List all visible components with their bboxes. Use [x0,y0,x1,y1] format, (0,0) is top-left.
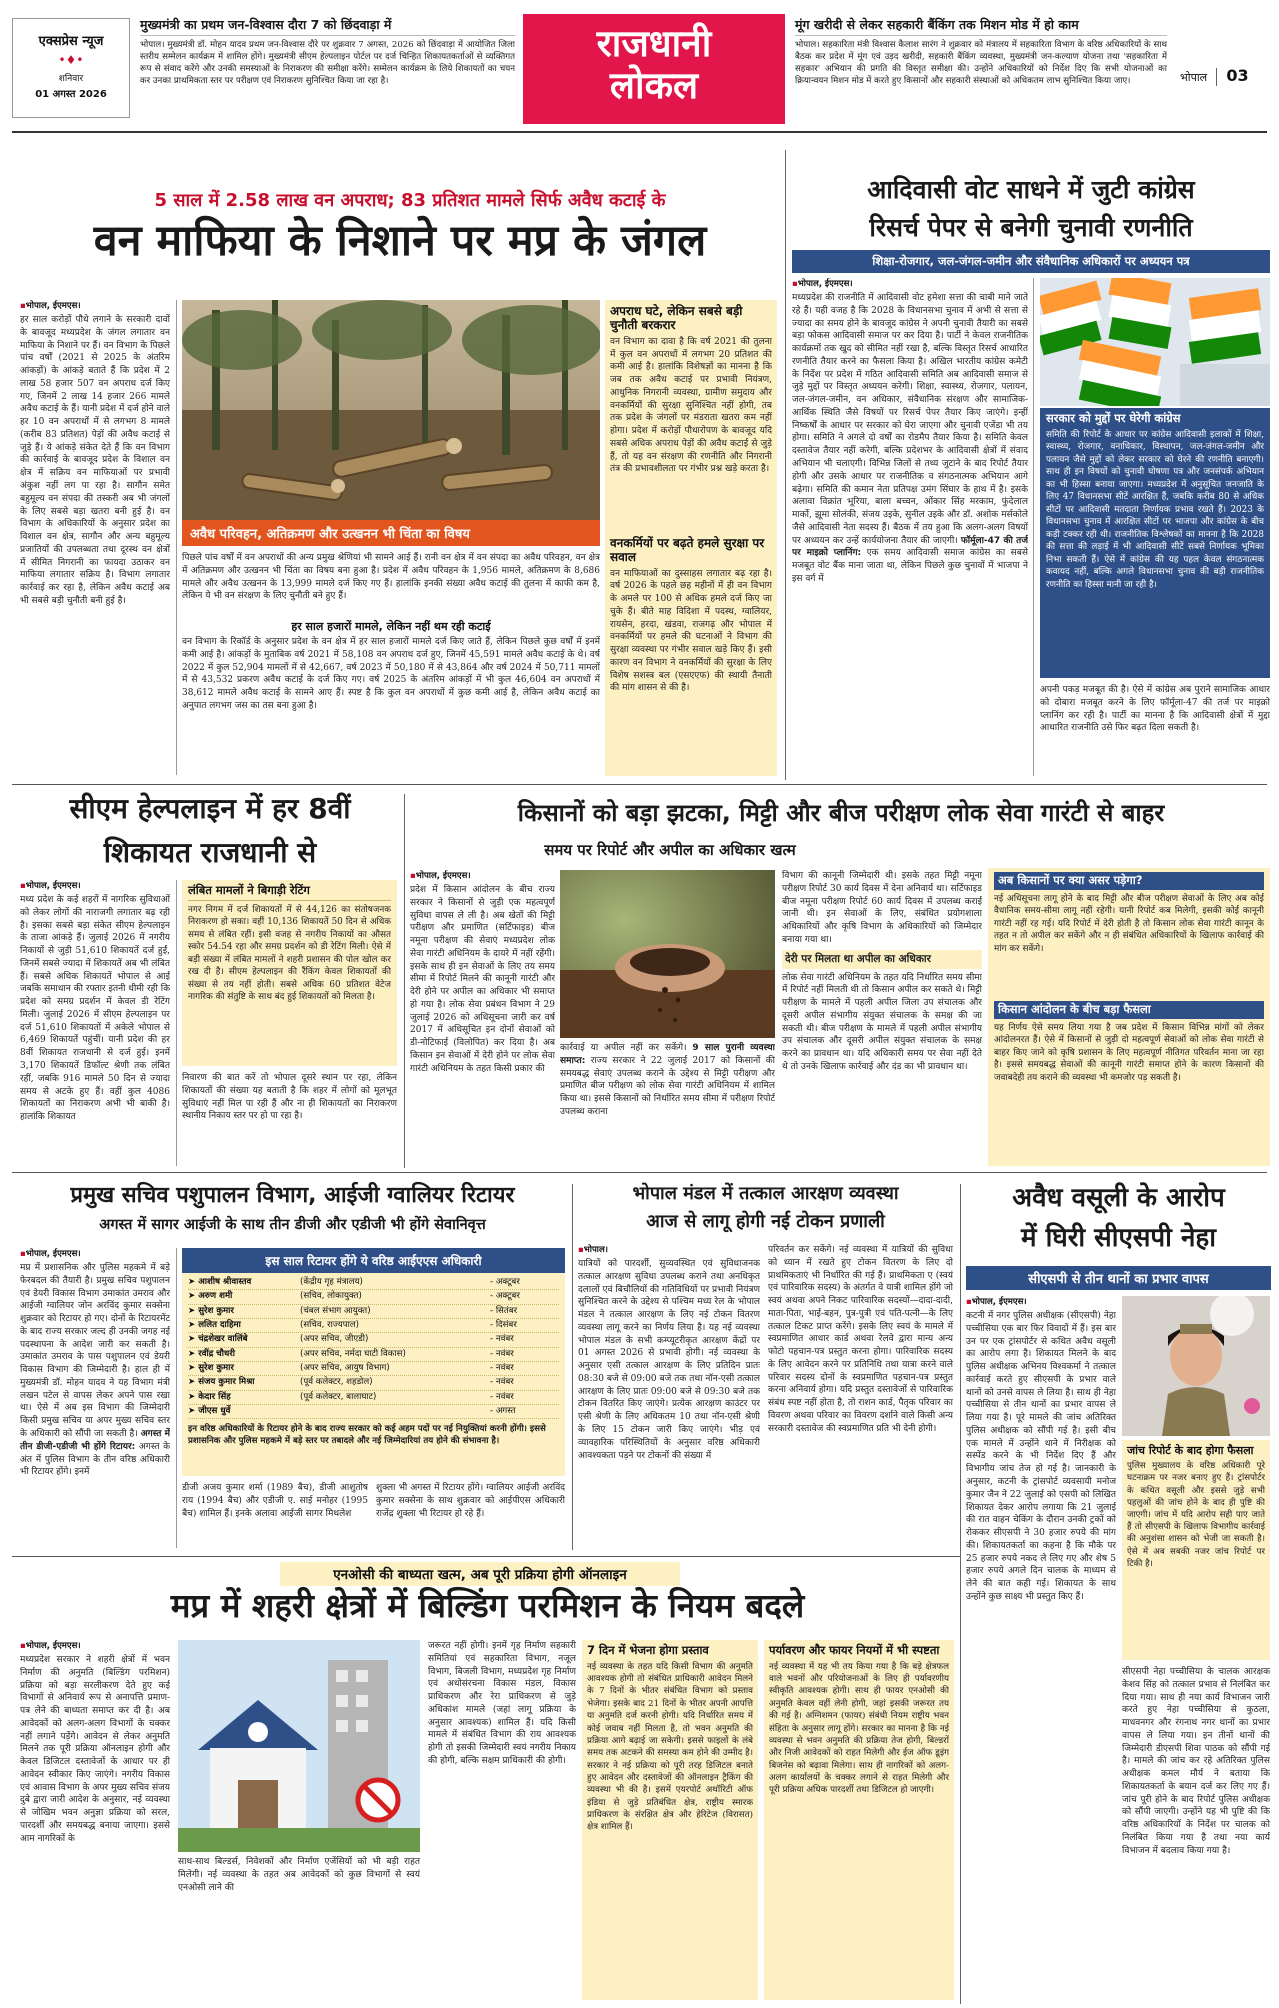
forest-kicker: 5 साल में 2.58 लाख वन अपराध; 83 प्रतिशत मामले सिर्फ अवैध कटाई के [154,190,666,211]
retiree-row [188,1362,559,1376]
retire-col2: डीजी अजय कुमार शर्मा (1989 बैच), डीजी आशुतोष राय (1994 बैच) और एडीजी ए. साई मनोहर (1995 बैच) शामिल हैं। इनके अलावा आईजी सागर मिथलेश [182,1483,368,1519]
retiree-post: (अपर सचिव, जीएडी) [300,1334,369,1345]
main-rule-vertical [785,150,786,780]
retiree-month: - नवंबर [490,1362,514,1373]
issue-day: शनिवार [58,74,84,84]
forest-col1 [20,300,170,773]
retiree-post: (पूर्व कलेक्टर, बालाघाट) [300,1391,377,1402]
retiree-post: (सचिव, राज्यपाल) [300,1319,360,1330]
building-box1-text: नई व्यवस्था के तहत यदि किसी विभाग की अनुमति आवश्यक होगी तो संबंधित प्राधिकारी आवेदन मिलने के 7 दिनों के भीतर संबंधित विभाग को प्रस्ताव भेजेगा। इसके बाद 21 दिनों के भीतर अपनी आपत्ति या अनुमति दर्ज करनी होगी। यदि निर्धारित समय में कोई जवाब नहीं मिलता है, तो भवन अनुमति की प्रक्रिया आगे बढ़ाई जा सकेगी। इससे फाइलों के लंबे समय तक अटकने की समस्या कम होने की उम्मीद है। सरकार ने नई प्रक्रिया को पूरी तरह डिजिटल बनाते हुए आवेदन और दस्तावेजों की ऑनलाइन ट्रैकिंग की व्यवस्था भी की है। इसमें एयरपोर्ट अथॉरिटी ऑफ इंडिया से जुड़े प्रतिबंधित क्षेत्र, राष्ट्रीय स्मारक प्राधिकरण के संरक्षित क्षेत्र और हेरिटेज (विरासत) क्षेत्र शामिल हैं। [587,1661,753,1833]
forest-photo [182,300,600,546]
retire-table-note: इन वरिष्ठ अधिकारियों के रिटायर होने के बाद राज्य सरकार को कई अहम पदों पर नई नियुक्तियां करनी होंगी। इससे प्रशासनिक और पुलिस महकमे में बड़े स्तर पर तबादले और नई जिम्मेदारियां तय होने की संभावना है। [188,1424,546,1446]
retire-table-rows [182,1273,565,1422]
neha-headline-2: में घिरी सीएसपी नेहा [1021,1223,1216,1253]
forest-side-head2: वनकर्मियों पर बढ़ते हमले सुरक्षा पर सवाल [610,535,765,565]
farmers-col1 [410,870,555,1166]
retiree-post: (पूर्व कलेक्टर, शहडोल) [300,1377,373,1388]
building-dateline: ▪ भोपाल, ईएमएस। [20,1640,170,1652]
masthead-rule [12,131,1267,133]
retiree-month: - नवंबर [490,1348,514,1359]
retiree-name: ➤ संजय कुमार मिश्रा [188,1377,255,1388]
retiree-row [188,1319,559,1333]
rail-dateline: ▪ भोपाल। [578,1244,760,1256]
retiree-row [188,1405,559,1419]
retiree-name: ➤ केदार सिंह [188,1391,231,1402]
rail-headline-1: भोपाल मंडल में तत्काल आरक्षण व्यवस्था [632,1183,899,1204]
neha-photo [1122,1296,1270,1436]
farmers-box [988,868,1270,1166]
brief-right-text: भोपाल। सहकारिता मंत्री विश्वास कैलाश सारंग ने शुक्रवार को मंत्रालय में सहकारिता विभाग के वरिष्ठ अधिकारियों के साथ बैठक कर प्रदेश में मूंग एवं उड़द खरीदी, सहकारी बैंकिंग व्यवस्था, मुख्यमंत्री जन-कल्याण योजना तथा 'सहकारिता में सहकार' अभियान की प्रगति की विस्तृत समीक्षा की। उन्होंने अधिकारियों को निर्देश दिए कि सभी योजनाओं का क्रियान्वयन मिशन मोड में करते हुए किसानों और सहकारी संस्थाओं को अधिकतम लाभ सुनिश्चित किया जाए। [795,39,1167,87]
retiree-name: ➤ आशीष श्रीवास्तव [188,1277,252,1287]
congress-rule [1033,278,1034,776]
congress-col1-text: मध्यप्रदेश की राजनीति में आदिवासी वोट हमेशा सत्ता की चाबी माने जाते रहे हैं। यही वजह है कि 2028 के विधानसभा चुनाव में अभी से सत्ता से ज्यादा का समय होने के बावजूद कांग्रेस ने अपनी चुनावी तैयारी का सबसे बड़ा फोकस आदिवासी समाज पर कर दिया है। पार्टी ने केवल राजनीतिक कार्यक्रमों तक खुद को सीमित नहीं रखा है, बल्कि विस्तृत रिसर्च आधारित रणनीति तैयार करने का फैसला किया है। अखिल भारतीय कांग्रेस कमेटी के निर्देश पर प्रदेश में गठित आदिवासी समिति अब आदिवासी समाज से जुड़े मुद्दों पर विस्तृत अध्ययन करेगी। शिक्षा, स्वास्थ्य, रोजगार, पलायन, जल-जंगल-जमीन, वन अधिकार, संवैधानिक संरक्षण और सामाजिक-आर्थिक स्थिति जैसे विषयों पर रिसर्च पेपर तैयार किए जाएंगे। इन्हीं निष्कर्षों के आधार पर सरकार को घेरा जाएगा और चुनावी एजेंडा भी तय होगा। समिति ने अगले दो वर्षों का रोडमैप तैयार किया है। समिति केवल दस्तावेज तैयार नहीं करेगी, बल्कि प्रदेशभर के आदिवासी क्षेत्रों में संवाद अभियान भी चलाएगी। विभिन्न जिलों से तथ्य जुटाने के बाद रिपोर्ट तैयार होगी और उसके आधार पर राजनीतिक व संगठनात्मक अभियान आगे बढ़ेगा। समिति की कमान नेता प्रतिपक्ष उमंग सिंघार के हाथ में है। इसके अलावा विक्रांत भूरिया, बाला बच्चन, ओंकार सिंह मरकाम, फुंदेलाल मार्को, झूमा सोलंकी, संजय उइके, सुनील उइके और डॉ. अशोक मर्सकोले जैसे आदिवासी नेता सदस्य हैं। बैठक में तय हुआ कि अलग-अलग विषयों पर अध्ययन कर उन्हें कार्ययोजना तैयार की जाएगी। [792,293,1028,546]
retiree-post: (अपर सचिव, नर्मदा घाटी विकास) [300,1348,406,1359]
retiree-post: (केंद्रीय गृह मंत्रालय) [300,1277,363,1287]
farmers-col2-lead: कार्रवाई या अपील नहीं कर सकेंगे। [560,1043,687,1053]
officer-portrait-image [1122,1296,1270,1436]
helpline-col1-text: मध्य प्रदेश के कई शहरों में नागरिक सुविधाओं को लेकर लोगों की नाराजगी लगातार बढ़ रही है। इसका सबसे बड़ा संकेत सीएम हेल्पलाइन के ताजा आंकड़े हैं। जुलाई 2026 में नगरीय निकायों से जुड़ी 51,610 शिकायतें दर्ज हुईं, जिनमें सबसे ज्यादा में शिकायतें अब भी लंबित हैं। सबसे अधिक शिकायतें भोपाल से आई जबकि समाधान की रफ्तार इतनी धीमी रही कि प्रदेश को समग्र प्रदर्शन में केवल डी रेटिंग मिली। जुलाई 2026 में सीएम हेल्पलाइन पर दर्ज 51,610 शिकायतों में अकेले भोपाल से 6,469 शिकायतें पहुंचीं। यानी प्रदेश की हर 8वीं शिकायत राजधानी से दर्ज हुई। इनमें 3,170 शिकायतें डिफॉल्ट श्रेणी तक लंबित रहीं, जबकि 916 मामले 50 दिन से ज्यादा समय से अटके हुए हैं। वहीं कुल 4086 शिकायतों का निराकरण अभी भी बाकी है। हालांकि शिकायत [20,895,170,1123]
congress-box-head: सरकार को मुद्दों पर घेरेगी कांग्रेस [1046,411,1181,425]
building-headline: मप्र में शहरी क्षेत्रों में बिल्डिंग परमिशन के नियम बदले [170,1586,805,1625]
building-col1 [20,1640,170,2000]
retiree-row [188,1391,559,1405]
building-col2b: साथ-साथ बिल्डर्स, निवेशकों और निर्माण एजेंसियों को भी बड़ी राहत मिलेगी। नई व्यवस्था के तहत अब आवेदकों को कुछ विभागों से स्वयं एनओसी लाने की [178,1857,420,1893]
farmers-col3-text: विभाग की कानूनी जिम्मेदारी थी। इसके तहत मिट्टी नमूना परीक्षण रिपोर्ट 30 कार्य दिवस में देना अनिवार्य था। सर्टिफाइड बीज नमूना परीक्षण रिपोर्ट 60 कार्य दिवस में उपलब्ध कराई जानी थी। इन सेवाओं के लिए, संबंधित प्रयोगशाला अधिकारियों और कृषि विभाग के अधिकारियों को जिम्मेदार बनाया गया था। [782,871,982,945]
building-box2-head: पर्यावरण और फायर नियमों में भी स्पष्टता [769,1643,940,1657]
retiree-post: (सचिव, लोकायुक्त) [300,1291,362,1302]
farmers-photo [560,870,775,1038]
neha-dateline: ▪ भोपाल, ईएमएस। [966,1296,1116,1308]
forest-headline: वन माफिया के निशाने पर मप्र के जंगल [93,216,707,266]
retiree-month: - दिसंबर [490,1319,517,1330]
forest-rule-1 [176,300,177,775]
farmers-box-text: नई अधिसूचना लागू होने के बाद मिट्टी और बीज परीक्षण सेवाओं के लिए अब कोई वैधानिक समय-सीमा लागू नहीं रहेगी। यानी रिपोर्ट कब मिलेगी, इसकी कोई कानूनी गारंटी नहीं रह गई। यदि रिपोर्ट में देरी होती है तो किसान लोक सेवा गारंटी कानून के तहत न तो अपील कर सकेंगे और न ही संबंधित अधिकारियों के खिलाफ कार्रवाई की मांग कर सकेंगे। [994,893,1264,954]
congress-flags-image [1040,278,1270,406]
congress-box [1040,408,1270,678]
retiree-name: ➤ चंद्रशेखर वालिंबे [188,1334,248,1345]
farmers-headline: किसानों को बड़ा झटका, मिट्टी और बीज परीक्षण लोक सेवा गारंटी से बाहर [517,799,1165,827]
farmers-sub: 9 साल पुरानी व्यवस्था समाप्त: [560,1043,775,1066]
retire-table [182,1248,565,1476]
helpline-col1 [20,880,170,1166]
retire-col1 [20,1248,170,1548]
forest-col1-text: हर साल करोड़ों पौधे लगाने के सरकारी दावों के बावजूद मध्यप्रदेश के जंगल लगातार वन माफिया के निशाने पर हैं। वन विभाग के पिछले पांच वर्षों (2021 से 2025 के अंतरिम आंकड़ों) के आंकड़े बताते हैं कि प्रदेश में 2 लाख 58 हजार 507 वन अपराध दर्ज किए गए, जिनमें 2 लाख 14 हजार 266 मामले अवैध कटाई के हैं। यानी प्रदेश में दर्ज होने वाले हर 10 वन अपराधों में से लगभग 8 मामले (करीब 83 प्रतिशत) पेड़ों की अवैध कटाई से जुड़े हैं। ये आंकड़े संकेत देते हैं कि वन विभाग की कार्रवाई के बावजूद प्रदेश के विशाल वन क्षेत्र में सक्रिय वन माफियाओं पर प्रभावी अंकुश नहीं लग पा रहा है। सागौन समेत बहुमूल्य वन संपदा की तस्करी अब भी जंगलों के लिए सबसे बड़ा खतरा बनी हुई है। वन विभाग के अधिकारियों के अनुसार प्रदेश का विशाल वन क्षेत्र, सागौन और अन्य बहुमूल्य प्रजातियों की उपलब्धता तथा दूरस्थ वन क्षेत्रों में सीमित निगरानी का फायदा उठाकर वन माफिया लगातार सक्रिय है। विभाग लगातार कार्रवाई कर रहा है, लेकिन अवैध कटाई अब भी सबसे बड़ी चुनौती बनी हुई है। [20,315,170,606]
soil-hands-image [560,870,775,1038]
helpline-box-head: लंबित मामलों ने बिगाड़ी रेटिंग [188,884,391,901]
folio-city: भोपाल [1180,71,1208,84]
forest-sidebox [605,300,777,776]
retiree-name: ➤ ललित दाहिमा [188,1319,241,1330]
brief-left [140,18,515,118]
farmers-col3 [782,870,982,1166]
building-photo [178,1640,420,1852]
forest-side-text: वन विभाग का दावा है कि वर्ष 2021 की तुलना में कुल वन अपराधों में लगभग 20 प्रतिशत की कमी आई है। हालांकि विशेषज्ञों का मानना है कि जब तक अवैध कटाई पर प्रभावी नियंत्रण, आधुनिक निगरानी व्यवस्था, ग्रामीण समुदाय और वनकर्मियों की सुरक्षा सुनिश्चित नहीं होगी, तब तक प्रदेश के जंगलों पर मंडराता खतरा कम नहीं होगा। प्रदेश में करोड़ों पौधारोपण के बावजूद यदि सबसे अधिक अपराध पेड़ों की अवैध कटाई से जुड़े हैं, तो यह वन संरक्षण की रणनीति और निगरानी तंत्र की प्रभावशीलता पर गंभीर प्रश्न खड़े करता है। [610,336,772,475]
retiree-post: (चंबल संभाग आयुक्त) [300,1305,371,1316]
farmers-strap: समय पर रिपोर्ट और अपील का अधिकार खत्म [544,841,796,859]
congress-box-text: समिति की रिपोर्ट के आधार पर कांग्रेस आदिवासी इलाकों में शिक्षा, स्वास्थ्य, रोजगार, वनाधिकार, विस्थापन, जल-जंगल-जमीन और पलायन जैसे मुद्दों को लेकर सरकार को घेरने की रणनीति बनाएगी। साथ ही इन विषयों को चुनावी घोषणा पत्र और जनसंपर्क अभियान का भी हिस्सा बनाया जाएगा। मध्यप्रदेश में अनुसूचित जनजाति के लिए 47 विधानसभा सीटें आरक्षित हैं, जबकि करीब 80 से अधिक सीटों पर आदिवासी मतदाता निर्णायक प्रभाव रखते हैं। 2023 के विधानसभा चुनाव में आरक्षित सीटों पर भाजपा और कांग्रेस के बीच कड़ी टक्कर रही थी। राजनीतिक विश्लेषकों का मानना है कि 2028 की सत्ता की लड़ाई में भी आदिवासी सीटें सबसे निर्णायक भूमिका निभा सकती हैं। ऐसे में कांग्रेस की यह पहल केवल संगठनात्मक कवायद नहीं, बल्कि अगले विधानसभा चुनाव की बड़ी राजनीतिक रणनीति का हिस्सा मानी जा रही है। [1046,429,1264,590]
retiree-name: ➤ अरुण शमी [188,1291,233,1302]
helpline-dateline: ▪ भोपाल, ईएमएस। [20,880,170,892]
congress-col2b: अपनी पकड़ मजबूत की है। ऐसे में कांग्रेस अब पुराने सामाजिक आधार को दोबारा मजबूत करने के लिए फॉर्मूला-47 की तर्ज पर माइक्रो प्लानिंग कर रही है। पार्टी का मानना है कि आदिवासी क्षेत्रों में मुद्दा आधारित राजनीति उसे फिर बढ़त दिला सकती है। [1040,685,1270,734]
farmers-col1-text: प्रदेश में किसान आंदोलन के बीच राज्य सरकार ने किसानों से जुड़ी एक महत्वपूर्ण सुविधा वापस ले ली है। अब खेतों की मिट्टी परीक्षण और प्रमाणित (सर्टिफाइड) बीज नमूना परीक्षण की सेवाएं मध्यप्रदेश लोक सेवा गारंटी अधिनियम के दायरे में नहीं रहेंगी। इसके साथ ही इन सेवाओं के लिए तय समय सीमा में रिपोर्ट मिलने की कानूनी गारंटी और देरी होने पर अपील का अधिकार भी समाप्त हो गया है। लोक सेवा प्रबंधन विभाग ने 29 जुलाई 2026 को अधिसूचना जारी कर वर्ष 2017 में अधिसूचित इन दोनों सेवाओं को डी-नोटिफाई (विलोपित) कर दिया है। अब किसान इन सेवाओं में देरी होने पर लोक सेवा गारंटी अधिनियम के तहत किसी प्रकार की [410,885,555,1074]
brand-name: एक्सप्रेस न्यूज [38,34,104,49]
retire-sub: अगस्त में तीन डीजी-एडीजी भी होंगे रिटायर: [20,1429,170,1452]
folio-divider [1216,68,1217,86]
brief-right-headline: मूंग खरीदी से लेकर सहकारी बैंकिंग तक मिशन मोड में हो काम [795,18,1167,36]
row1-rule [12,784,1267,785]
retiree-row [188,1333,559,1347]
congress-headline-1: आदिवासी वोट साधने में जुटी कांग्रेस [867,175,1195,204]
retiree-post: (अपर सचिव, आयुष विभाग) [300,1362,390,1373]
brief-left-headline: मुख्यमंत्री का प्रथम जन-विश्वास दौरा 7 को छिंदवाड़ा में [140,18,515,36]
forest-side-head: अपराध घटे, लेकिन सबसे बड़ी चुनौती बरकरार [610,304,743,333]
retire-rule [176,1248,177,1548]
congress-strap: शिक्षा-रोजगार, जल-जंगल-जमीन और संवैधानिक अधिकारों पर अध्ययन पत्र [792,250,1270,273]
retiree-post [300,1405,490,1418]
retiree-name: ➤ जीएस धुर्वे [188,1405,231,1416]
section-banner [523,14,785,124]
retire-col3: शुक्ला भी अगस्त में रिटायर होंगे। ग्वालियर आईजी अरविंद कुमार सक्सेना के साथ शुक्रवार को आईपीएस अधिकारी राजेंद्र शुक्ला भी रिटायर हो रहे हैं। [376,1483,565,1519]
retiree-month: - नवंबर [490,1377,514,1388]
forest-sub2: हर साल हजारों मामले, लेकिन नहीं थम रही कटाई [291,620,491,633]
retire-table-title: इस साल रिटायर होंगे ये वरिष्ठ आईएएस अधिकारी [182,1248,565,1273]
retiree-row [188,1376,559,1390]
congress-col1 [792,278,1028,776]
neha-col2: सीएसपी नेहा पच्चीसिया के चालक आरक्षक केशव सिंह को तत्काल प्रभाव से निलंबित कर दिया गया। साथ ही नया कार्य विभाजन जारी करते हुए नेहा पच्चीसिया से कुठला, माधवनगर और रंगनाथ नगर थानों का प्रभार वापस ले लिया गया। इन तीनों थानों की जिम्मेदारी डीएसपी शिवा पाठक को सौंपी गई है। मामले की जांच कर रहे अतिरिक्त पुलिस अधीक्षक कमल मौर्य ने बताया कि शिकायतकर्ता के बयान दर्ज कर लिए गए हैं। जांच पूरी होने के बाद रिपोर्ट पुलिस अधीक्षक को सौंपी जाएगी। उन्होंने यह भी पुष्टि की कि वरिष्ठ अधिकारियों के निर्देश पर चालक को निलंबित किया गया है तथा नया कार्य विभाजन में बदलाव किया गया है। [1122,1667,1270,1856]
farmers-box-text2: यह निर्णय ऐसे समय लिया गया है जब प्रदेश में किसान विभिन्न मांगों को लेकर आंदोलनरत हैं। ऐसे में किसानों से जुड़ी दो महत्वपूर्ण सेवाओं को लोक सेवा गारंटी से बाहर किए जाने को कृषि प्रशासन के लिए महत्वपूर्ण नीतिगत परिवर्तन माना जा रहा है। इससे समयबद्ध सेवाओं की कानूनी गारंटी समाप्त होने के कारण किसानों की जवाबदेही तय कराने की व्यवस्था भी कमजोर पड़ सकती है। [994,1022,1264,1083]
retiree-month: - नवंबर [490,1391,514,1402]
issue-date: 01 अगस्त 2026 [35,89,107,100]
neha-photo-caption: जांच रिपोर्ट के बाद होगा फैसला [1127,1444,1254,1457]
congress-photo [1040,278,1270,406]
retiree-row [188,1305,559,1319]
building-box2 [764,1640,954,2000]
cut-trees-image [182,300,600,546]
brief-right [795,18,1167,118]
rail-col2: परिवर्तन कर सकेंगे। नई व्यवस्था में यात्रियों की सुविधा को ध्यान में रखते हुए टोकन वितरण के लिए दो प्राथमिकताएं भी निर्धारित की गई हैं। प्राथमिकता ए (स्वयं एवं पारिवारिक सदस्य) के अंतर्गत वे यात्री शामिल होंगे जो स्वयं अथवा अपने निकट पारिवारिक सदस्यों—दादा-दादी, माता-पिता, भाई-बहन, पुत्र-पुत्री एवं पति-पत्नी—के लिए तत्काल टिकट प्राप्त करेंगे। इसके लिए स्वयं के मामले में स्वप्रमाणित आधार कार्ड अथवा रेलवे द्वारा मान्य अन्य फोटो पहचान-पत्र प्रस्तुत करना होगा। पारिवारिक सदस्य के लिए आवेदन करने पर प्रतिनिधि तथा यात्रा करने वाले परिवार सदस्य दोनों के स्वप्रमाणित पहचान-पत्र प्रस्तुत करना अनिवार्य होगा। यदि प्रस्तुत दस्तावेजों से पारिवारिक संबंध स्पष्ट नहीं होता है, तो राशन कार्ड, पैतृक परिवार का विवरण अथवा परिवार का विवरण दर्शाने वाले किसी अन्य सरकारी दस्तावेज की स्वप्रमाणित प्रति भी देनी होगी। [768,1245,953,1434]
neha-photo-text: पुलिस मुख्यालय के वरिष्ठ अधिकारी पूरे घटनाक्रम पर नजर बनाए हुए हैं। ट्रांसपोर्टर के कथित वसूली और इससे जुड़े सभी पहलुओं की जांच होने के बाद ही पुष्टि की जाएगी। जांच में यदि आरोप सही पाए जाते हैं तो सीएसपी के खिलाफ विभागीय कार्रवाई की अनुशंसा शासन को भेजी जा सकती है। ऐसे में अब सबकी नजर जांच रिपोर्ट पर टिकी है। [1127,1461,1265,1569]
row3-rule-1 [572,1184,573,1550]
helpline-headline-2: शिकायत राजधानी से [103,836,317,869]
retiree-name: ➤ सुरेश कुमार [188,1305,234,1316]
building-box1-head: 7 दिन में भेजना होगा प्रस्ताव [587,1643,709,1657]
section-title-line2: लोकल [609,63,699,107]
neha-col1 [966,1296,1116,1998]
rail-col1-text: यात्रियों को पारदर्शी, सुव्यवस्थित एवं सुविधाजनक तत्काल आरक्षण सुविधा उपलब्ध कराने तथा अनधिकृत दलालों एवं बिचौलियों की गतिविधियों पर प्रभावी नियंत्रण सुनिश्चित करने के उद्देश्य से पश्चिम मध्य रेल के भोपाल मंडल ने तत्काल आरक्षण के लिए नई टोकन वितरण व्यवस्था लागू करने का निर्णय लिया है। यह नई व्यवस्था भोपाल मंडल के सभी कम्प्यूटरीकृत आरक्षण केंद्रों पर 01 अगस्त 2026 से प्रभावी होगी। नई व्यवस्था के अनुसार एसी तत्काल आरक्षण के लिए प्रतिदिन प्रातः 08:30 बजे से 09:00 बजे तक तथा नॉन-एसी तत्काल आरक्षण के लिए प्रातः 09:00 बजे से 09:30 बजे तक टोकन वितरित किए जाएंगे। प्रत्येक आरक्षण काउंटर पर एसी श्रेणी के लिए अधिकतम 10 तथा नॉन-एसी श्रेणी के लिए 15 टोकन जारी किए जाएंगे। भीड़ एवं व्यावहारिक परिस्थितियों के अनुसार वरिष्ठ अधिकारी आवश्यकता पड़ने पर टोकनों की संख्या में [578,1259,760,1461]
farmers-sub2: देरी पर मिलता था अपील का अधिकार [782,950,982,969]
retire-dateline: ▪ भोपाल, ईएमएस। [20,1248,170,1260]
retire-strap: अगस्त में सागर आईजी के साथ तीन डीजी और एडीजी भी होंगे सेवानिवृत्त [99,1217,486,1233]
building-permission-image [178,1640,420,1852]
forest-side-text2: वन माफियाओं का दुस्साहस लगातार बढ़ रहा है। वर्ष 2026 के पहले छह महीनों में ही वन विभाग के अमले पर 100 से अधिक हमले दर्ज किए जा चुके हैं। बीते माह विदिशा में पदस्थ, ग्वालियर, रायसेन, हरदा, खंडवा, राजगढ़ और भोपाल में वनकर्मियों पर हमले की घटनाओं ने विभाग की सुरक्षा व्यवस्था पर गंभीर सवाल खड़े किए हैं। इसी कारण वन विभाग ने वनकर्मियों की सुरक्षा के लिए विशेष सशस्त्र बल (एसएएफ) की स्थायी तैनाती की मांग शासन से की है। [610,568,772,694]
masthead-brand-box [12,18,130,118]
row3-rule [12,1556,960,1557]
forest-dateline: ▪ भोपाल, ईएमएस। [20,300,170,312]
neha-col1-text: कटनी में नगर पुलिस अधीक्षक (सीएसपी) नेहा पच्चीसिया एक बार फिर विवादों में हैं। इस बार उन पर एक ट्रांसपोर्टर से कथित अवैध वसूली का आरोप लगा है। शिकायत मिलने के बाद पुलिस अधीक्षक अभिनय विश्वकर्मा ने तत्काल कार्रवाई करते हुए सीएसपी के प्रभार वाले थानों को उनसे वापस ले लिया है। साथ ही नेहा पच्चीसिया से तीन थानों का प्रभार वापस ले लिया गया है। पूरे मामले की जांच अतिरिक्त पुलिस अधीक्षक को सौंपी गई है। इसी बीच एक मामले में उन्होंने थाने में निरीक्षक को सस्पेंड करने के भी निर्देश दिए हैं और विभागीय जांच तेज हो गई है। जानकारी के अनुसार, कटनी के ट्रांसपोर्ट व्यवसायी मनोज कुमार जैन ने 22 जुलाई को एसपी को लिखित शिकायत देकर आरोप लगाया कि 21 जुलाई की रात वाहन चेकिंग के दौरान उनकी ट्रकों को रोककर सीएसपी ने 30 हजार रुपये की मांग की। शिकायतकर्ता का कहना है कि मौके पर 25 हजार रुपये नकद ले लिए गए और शेष 5 हजार रुपये अगले दिन चालक के माध्यम से लेने की बात कही गई। शिकायत के साथ उन्होंने कुछ साक्ष्य भी प्रस्तुत किए हैं। [966,1311,1116,1602]
congress-dateline: ▪ भोपाल, ईएमएस। [792,278,1028,290]
helpline-headline-1: सीएम हेल्पलाइन में हर 8वीं [69,792,351,825]
retire-headline: प्रमुख सचिव पशुपालन विभाग, आईजी ग्वालियर रिटायर [70,1183,515,1208]
retiree-month: - अगस्त [490,1405,516,1416]
farmers-dateline: ▪ भोपाल, ईएमएस। [410,870,555,882]
forest-mid-text: पिछले पांच वर्षों में वन अपराधों की अन्य प्रमुख श्रेणियां भी सामने आई हैं। रानी वन क्षेत्र में वन संपदा का अवैध परिवहन, वन क्षेत्र में अतिक्रमण और उत्खनन भी चिंता का विषय बना हुआ है। प्रदेश में अवैध परिवहन के 1,956 मामले, अतिक्रमण के 8,686 मामले और अवैध उत्खनन के 13,999 मामले दर्ज किए गए हैं। हालांकि इनकी संख्या अवैध कटाई की तुलना में काफी कम है, लेकिन ये भी वन संरक्षण के लिए चुनौती बने हुए हैं। [182,553,600,602]
retiree-month: - अक्टूबर [490,1277,520,1287]
section-title-line1: राजधानी [596,22,712,65]
row2-rule-vertical [404,794,405,1168]
farmers-col2 [560,1042,775,1166]
neha-strap: सीएसपी से तीन थानों का प्रभार वापस [966,1266,1271,1290]
page-folio [1180,66,1272,92]
retiree-row [188,1290,559,1304]
row2-rule [12,1172,1267,1173]
congress-sub: फॉर्मूला-47 की तर्ज पर माइक्रो प्लानिंग: [792,535,1028,559]
retiree-name: ➤ रवींद्र चौधरी [188,1348,235,1359]
retiree-row [188,1276,559,1290]
building-box1 [582,1640,758,2000]
retiree-month: - नवंबर [490,1334,514,1345]
forest-mid-text2: वन विभाग के रिकॉर्ड के अनुसार प्रदेश के वन क्षेत्र में हर साल हजारों मामले दर्ज किए जाते हैं, लेकिन पिछले कुछ वर्षों में इनमें कमी आई है। आंकड़ों के मुताबिक वर्ष 2021 में 58,108 वन अपराध दर्ज हुए, जिनमें 45,591 मामले अवैध कटाई के थे। वर्ष 2022 में कुल 52,904 मामलों में से 42,667, वर्ष 2023 में 50,180 में से 43,864 और वर्ष 2024 में 50,711 मामलों में से 43,532 प्रकरण अवैध कटाई के दर्ज किए गए। वर्ष 2025 के अंतरिम आंकड़ों में भी कुल 46,604 वन अपराधों में 38,612 मामले अवैध कटाई के सामने आए हैं। स्पष्ट है कि कुल वन अपराधों में कुछ कमी आई है, लेकिन अवैध कटाई का अनुपात लगभग जस का तस बना हुआ है। [182,637,600,711]
farmers-col2-text: राज्य सरकार ने 22 जुलाई 2017 को किसानों की समयबद्ध सेवाएं उपलब्ध कराने के उद्देश्य से मिट्टी परीक्षण और प्रमाणित बीज परीक्षण को लोक सेवा गारंटी अधिनियम में शामिल किया था। इससे किसानों को निर्धारित समय सीमा में परीक्षण रिपोर्ट उपलब्ध कराना [560,1055,775,1117]
retiree-month: - सितंबर [490,1305,518,1316]
retiree-month: - अक्टूबर [490,1291,520,1302]
building-col1-text: मध्यप्रदेश सरकार ने शहरी क्षेत्रों में भवन निर्माण की अनुमति (बिल्डिंग परमिशन) प्रक्रिया को बड़ा सरलीकरण देते हुए कई विभागों से अनिवार्य रूप से अनापत्ति प्रमाण-पत्र लेने की बाध्यता समाप्त कर दी है। अब आवेदकों को अलग-अलग विभागों के चक्कर नहीं लगाने पड़ेंगे। आवेदन से लेकर अनुमति मिलने तक पूरी प्रक्रिया ऑनलाइन होगी और केवल डिजिटल दस्तावेजों के आधार पर ही आवेदन स्वीकार किए जाएंगे। नगरीय विकास एवं आवास विभाग के अपर मुख्य सचिव संजय दुबे द्वारा जारी आदेश के अनुसार, नई व्यवस्था से जोखिम भवन अनुज्ञा प्रक्रिया को सरल, पारदर्शी और समयबद्ध बनाया जाएगा। इससे आम नागरिकों के [20,1655,170,1844]
neha-box [1122,1440,1270,1660]
brand-ornament-icon: •♦• [58,53,84,67]
retire-col1b-text: अगस्त के अंत में पुलिस विभाग के तीन वरिष्ठ अधिकारी भी रिटायर होंगे। इनमें [20,1441,170,1478]
congress-col1b-text: एक समय आदिवासी समाज कांग्रेस का सबसे मजबूत वोट बैंक माना जाता था, लेकिन पिछले कुछ चुनावों में भाजपा ने इस वर्ग में [792,548,1028,584]
neha-headline-1: अवैध वसूली के आरोप [1012,1183,1225,1213]
retiree-name: ➤ सुरेश कुमार [188,1362,234,1373]
helpline-rule [176,880,177,1166]
building-kicker: एनओसी की बाध्यता खत्म, अब पूरी प्रक्रिया होगी ऑनलाइन [280,1562,680,1586]
farmers-col3b-text: लोक सेवा गारंटी अधिनियम के तहत यदि निर्धारित समय सीमा में रिपोर्ट नहीं मिलती थी तो किसान अपील कर सकते थे। मिट्टी परीक्षण के मामले में पहली अपील जिला उप संचालक और दूसरी अपील संभागीय संयुक्त संचालक के समक्ष की जा सकती थी। बीज परीक्षण के मामले में पहली अपील संभागीय उप संचालक और दूसरी अपील संयुक्त संचालक के समक्ष करने का प्रावधान था। यदि अधिकारी समय पर सेवा नहीं देते थे तो उनके खिलाफ कार्रवाई और दंड का भी प्रावधान था। [782,972,982,1072]
retire-col1-text: मप्र में प्रशासनिक और पुलिस महकमे में बड़े फेरबदल की तैयारी है। प्रमुख सचिव पशुपालन एवं डेयरी विकास विभाग उमाकांत उमराव और आईजी ग्वालियर जोन अरविंद कुमार सक्सेना शुक्रवार को रिटायर हो गए। दोनों के रिटायरमेंट के बाद राज्य सरकार जल्द ही उनकी जगह नई पदस्थापना के आदेश जारी कर सकती है। उमाकांत उमराव के पास पशुपालन एवं डेयरी विकास विभाग की जिम्मेदारी है। हाल ही में मुख्यमंत्री डॉ. मोहन यादव ने यह विभाग मंत्री लखन पटेल से वापस लेकर अपने पास रखा था। ऐसे में अब इस विभाग की जिम्मेदारी किसी प्रमुख सचिव या अपर मुख्य सचिव स्तर के अधिकारी को सौंपी जा सकती है। [20,1263,170,1440]
retiree-row [188,1348,559,1362]
building-box2-text: नई व्यवस्था में यह भी तय किया गया है कि बड़े क्षेत्रफल वाले भवनों और परियोजनाओं के लिए ही पर्यावरणीय स्वीकृति आवश्यक होगी। साथ ही फायर एनओसी की अनुमति केवल वहीं लेनी होगी, जहां इसकी जरूरत तय की गई है। अग्निशमन (फायर) संबंधी नियम राष्ट्रीय भवन संहिता के अनुसार लागू होंगे। सरकार का मानना है कि नई व्यवस्था से भवन अनुमति की प्रक्रिया तेज होगी, बिल्डरों और निजी आवेदकों को राहत मिलेगी और ईज ऑफ डूइंग बिजनेस को बढ़ावा मिलेगा। साथ ही नागरिकों को अलग-अलग कार्यालयों के चक्कर लगाने से राहत मिलेगी और पूरी प्रक्रिया अधिक पारदर्शी तथा डिजिटल हो जाएगी। [769,1661,949,1796]
congress-headline-2: रिसर्च पेपर से बनेगी चुनावी रणनीति [869,213,1193,242]
forest-photo-caption: अवैध परिवहन, अतिक्रमण और उत्खनन भी चिंता का विषय [182,520,600,546]
helpline-col3: निवारण की बात करें तो भोपाल दूसरे स्थान पर रहा, लेकिन शिकायतों की संख्या यह बताती है कि शहर में लोगों को मूलभूत सुविधाएं नहीं मिल पा रही हैं और ना ही शिकायतों का निराकरण स्थानीय निकाय स्तर पर हो पा रहा है। [182,1073,397,1122]
rail-headline-2: आज से लागू होगी नई टोकन प्रणाली [646,1211,885,1232]
helpline-box [182,880,397,1066]
brief-left-text: भोपाल। मुख्यमंत्री डॉ. मोहन यादव प्रथम जन-विश्वास दौरे पर शुक्रवार 7 अगस्त, 2026 को छिंदवाड़ा में आयोजित जिला स्तरीय सम्मेलन कार्यक्रम में शामिल होंगे। मुख्यमंत्री सीएम हेल्पलाइन पोर्टल पर दर्ज चिन्हित शिकायतकर्ताओं से व्यक्तिगत रूप से संवाद करेंगे और उनकी समस्याओं के निराकरण की समीक्षा करेंगे। सम्मेलन कार्यक्रम के लिये शिकायतों का चयन कर उनका प्राथमिकता स्तर पर परीक्षण एवं निराकरण सुनिश्चित किया जा रहा है। [140,39,515,87]
building-col2: जरूरत नहीं होगी। इनमें गृह निर्माण सहकारी समितियां एवं सहकारिता विभाग, नजूल विभाग, बिजली विभाग, मध्यप्रदेश गृह निर्माण एवं अधोसंरचना विकास मंडल, विकास प्राधिकरण और रेरा प्राधिकरण से जुड़े अधिकांश मामले (जहां लागू प्रक्रिया के अनुसार आवश्यक) शामिल हैं। यदि किसी मामले में संबंधित विभाग की राय आवश्यक होगी तो इसकी जिम्मेदारी स्वयं नगरीय निकाय की होगी, बल्कि सक्षम प्राधिकारी की होगी। [428,1641,576,1766]
rail-col1 [578,1244,760,1548]
farmers-box-head: अब किसानों पर क्या असर पड़ेगा? [994,872,1264,890]
farmers-box-head2: किसान आंदोलन के बीच बड़ा फैसला [994,1001,1264,1019]
folio-page-number: 03 [1226,66,1249,85]
row3-rule-2 [960,1184,961,2004]
helpline-box-text: नगर निगम में दर्ज शिकायतों में से 44,126 का संतोषजनक निराकरण हो सका। वहीं 10,136 शिकायतें 50 दिन से अधिक समय से लंबित रहीं। इसी वजह से नगरीय निकायों का औसत स्कोर 54.54 रहा और समग्र प्रदर्शन को डी रेटिंग मिली। ऐसे में बड़ी संख्या में लंबित मामलों ने शहरी प्रशासन की पोल खोल कर रख दी है। सीएम हेल्पलाइन की रैंकिंग केवल शिकायतों की संख्या से तय नहीं होती। सबसे अधिक 60 प्रतिशत वेटेज नागरिक की संतुष्टि के साथ बंद हुई शिकायतों को मिलता है। [188,904,391,1003]
